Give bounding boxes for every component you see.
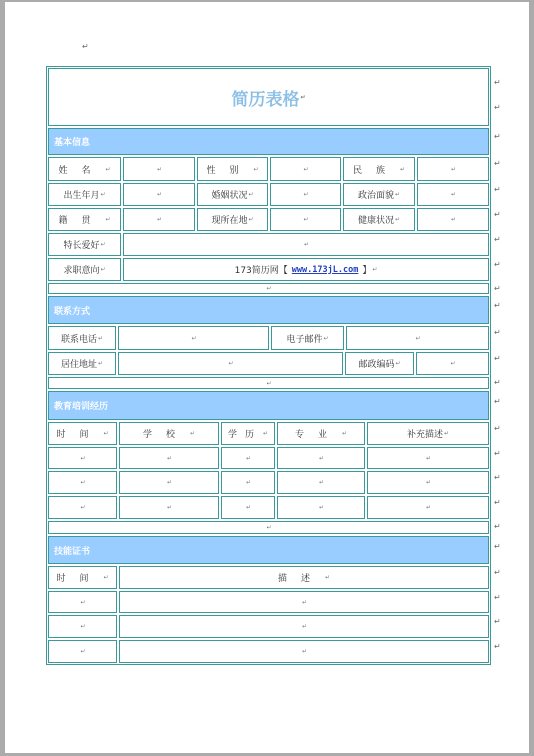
input-origin[interactable] (123, 208, 195, 231)
cell-mark: ↵ (80, 479, 86, 486)
cell-mark: ↵ (80, 504, 86, 511)
input-phone[interactable] (118, 326, 269, 350)
label-postcode: 邮政编码 ↵ (345, 352, 414, 375)
return-mark: ↵ (300, 93, 306, 101)
edu-cell[interactable] (119, 496, 219, 519)
cell-mark: ↵ (97, 360, 104, 367)
row-end-mark: ↵ (494, 185, 501, 194)
skill-cell[interactable] (48, 640, 117, 663)
row-end-mark: ↵ (494, 449, 501, 458)
cell-mark: ↵ (166, 479, 173, 486)
cell-mark: ↵ (262, 430, 269, 437)
input-postcode[interactable] (416, 352, 489, 375)
cell-mark: ↵ (341, 430, 348, 437)
row-end-mark: ↵ (494, 473, 501, 482)
section-contact (48, 296, 489, 324)
edu-cell[interactable] (221, 496, 275, 519)
skill-cell[interactable] (48, 591, 117, 613)
row-end-mark: ↵ (494, 78, 501, 87)
edu-cell[interactable] (119, 471, 219, 494)
cell-mark: ↵ (318, 504, 325, 511)
label-name: 姓名 ↵ (48, 157, 121, 181)
label-address: 居住地址 ↵ (48, 352, 116, 375)
row-end-mark: ↵ (494, 235, 501, 244)
row-end-mark: ↵ (494, 424, 501, 433)
edu-cell[interactable] (367, 496, 489, 519)
section-education (48, 391, 489, 420)
cell-mark: ↵ (189, 430, 196, 437)
cell-mark: ↵ (301, 648, 308, 655)
edu-cell[interactable] (48, 471, 117, 494)
cell-mark: ↵ (394, 191, 401, 198)
edu-cell[interactable] (221, 471, 275, 494)
edu-cell[interactable] (277, 447, 365, 469)
spacer-row (48, 521, 489, 534)
cell-mark: ↵ (80, 454, 86, 462)
row-end-mark: ↵ (494, 132, 501, 141)
label-ethnicity: 民族 ↵ (343, 157, 415, 181)
cell-mark: ↵ (100, 241, 106, 248)
edu-cell[interactable] (48, 496, 117, 519)
cell-mark: ↵ (103, 430, 109, 437)
label-hobbies: 特长爱好 ↵ (48, 233, 121, 256)
input-birth[interactable] (123, 183, 195, 206)
cell-mark: ↵ (303, 191, 309, 198)
edu-cell[interactable] (277, 496, 365, 519)
input-name[interactable] (123, 157, 195, 181)
input-marital[interactable] (270, 183, 341, 206)
section-label: 基本信息 (54, 138, 91, 148)
cell-mark: ↵ (248, 216, 254, 223)
cell-mark: ↵ (443, 430, 450, 437)
cell-mark: ↵ (156, 191, 163, 198)
row-end-mark: ↵ (494, 354, 501, 363)
edu-cell[interactable] (277, 471, 365, 494)
row-end-mark: ↵ (494, 498, 501, 507)
label-birth: 出生年月 ↵ (48, 183, 121, 206)
row-end-mark: ↵ (494, 593, 501, 602)
cell-mark: ↵ (394, 216, 401, 223)
skill-cell[interactable] (48, 615, 117, 638)
row-end-mark: ↵ (494, 159, 501, 168)
cell-mark: ↵ (372, 266, 378, 273)
objective-prefix: 173简历网【 (234, 266, 288, 276)
page-title[interactable] (48, 68, 489, 126)
row-end-mark: ↵ (494, 103, 501, 112)
cell-mark: ↵ (425, 504, 432, 511)
label-political: 政治面貌 ↵ (343, 183, 415, 206)
cell-mark: ↵ (450, 165, 457, 173)
label-residence: 现所在地 ↵ (197, 208, 268, 231)
cell-mark: ↵ (450, 216, 457, 223)
label-marital: 婚姻状况 ↵ (197, 183, 268, 206)
cell-mark: ↵ (245, 479, 252, 486)
spacer-row (48, 377, 489, 389)
label-health: 健康状况 ↵ (343, 208, 415, 231)
objective-value[interactable] (123, 258, 489, 281)
input-residence[interactable] (270, 208, 341, 231)
row-end-mark: ↵ (494, 522, 501, 531)
cell-mark: ↵ (228, 360, 234, 367)
cell-mark: ↵ (105, 165, 111, 173)
cell-mark: ↵ (303, 165, 309, 173)
cell-mark: ↵ (450, 191, 457, 198)
objective-suffix: 】 (362, 266, 372, 276)
skill-cell[interactable] (119, 640, 489, 663)
cell-mark: ↵ (100, 266, 106, 273)
row-end-mark: ↵ (494, 260, 501, 269)
cell-mark: ↵ (301, 623, 308, 630)
edu-cell[interactable] (367, 471, 489, 494)
skill-cell[interactable] (119, 591, 489, 613)
edu-cell[interactable] (48, 447, 117, 469)
cell-mark: ↵ (245, 504, 252, 511)
label-phone: 联系电话 ↵ (48, 326, 116, 350)
section-label: 技能证书 (54, 546, 91, 557)
cell-mark: ↵ (80, 623, 86, 630)
cell-mark: ↵ (266, 379, 272, 387)
cell-mark: ↵ (425, 479, 432, 486)
input-gender[interactable] (270, 157, 341, 181)
row-end-mark: ↵ (494, 210, 501, 219)
cell-mark: ↵ (415, 334, 421, 342)
cell-mark: ↵ (318, 479, 325, 486)
skill-cell[interactable] (119, 615, 489, 638)
row-end-mark: ↵ (494, 642, 501, 651)
input-email[interactable] (346, 326, 489, 350)
cell-mark: ↵ (450, 360, 456, 367)
website-link[interactable]: www.173jL.com (291, 264, 359, 275)
section-label: 联系方式 (54, 306, 91, 317)
row-end-mark: ↵ (494, 617, 501, 626)
edu-cell[interactable] (119, 447, 219, 469)
input-hobbies[interactable] (123, 233, 489, 256)
section-label: 教育培训经历 (54, 402, 109, 412)
edu-cell[interactable] (221, 447, 275, 469)
input-ethnicity[interactable] (417, 157, 489, 181)
cell-mark: ↵ (266, 285, 272, 292)
cell-mark: ↵ (80, 648, 86, 655)
paragraph-mark: ↵ (82, 42, 89, 51)
row-end-mark: ↵ (494, 397, 501, 406)
cell-mark: ↵ (100, 191, 106, 198)
row-end-mark: ↵ (494, 284, 501, 293)
edu-header-school: 学校 ↵ (119, 422, 219, 445)
spacer-row (48, 283, 489, 294)
cell-mark: ↵ (105, 216, 111, 223)
row-end-mark: ↵ (494, 542, 501, 551)
row-end-mark: ↵ (494, 301, 501, 310)
edu-header-time: 时间 ↵ (48, 422, 117, 445)
row-end-mark: ↵ (494, 328, 501, 337)
cell-mark: ↵ (166, 504, 173, 511)
label-objective: 求职意向 ↵ (48, 258, 121, 281)
section-skills (48, 536, 489, 564)
edu-cell[interactable] (367, 447, 489, 469)
cell-mark: ↵ (166, 454, 173, 462)
cell-mark: ↵ (303, 216, 309, 223)
cell-mark: ↵ (301, 598, 308, 606)
cell-mark: ↵ (253, 165, 259, 173)
section-basic-info (48, 128, 489, 155)
label-gender: 性别 ↵ (197, 157, 268, 181)
row-end-mark: ↵ (494, 378, 501, 387)
cell-mark: ↵ (323, 334, 329, 342)
edu-header-major: 专业 ↵ (277, 422, 365, 445)
cell-mark: ↵ (191, 334, 197, 342)
cell-mark: ↵ (318, 454, 325, 462)
cell-mark: ↵ (399, 165, 406, 173)
input-address[interactable] (118, 352, 343, 375)
row-end-mark: ↵ (494, 568, 501, 577)
cell-mark: ↵ (425, 454, 432, 462)
cell-mark: ↵ (245, 454, 252, 462)
cell-mark: ↵ (303, 241, 310, 248)
cell-mark: ↵ (97, 334, 104, 342)
cell-mark: ↵ (395, 360, 401, 367)
cell-mark: ↵ (324, 574, 331, 581)
edu-header-degree: 学历 ↵ (221, 422, 275, 445)
edu-header-notes: 补充描述 ↵ (367, 422, 489, 445)
label-email: 电子邮件 ↵ (271, 326, 344, 350)
cell-mark: ↵ (103, 574, 109, 581)
title-text: 简历表格 (231, 89, 300, 110)
cell-mark: ↵ (156, 165, 163, 173)
skill-header-time: 时间 ↵ (48, 566, 117, 589)
label-origin: 籍贯 ↵ (48, 208, 121, 231)
cell-mark: ↵ (266, 524, 272, 531)
input-political[interactable] (417, 183, 489, 206)
cell-mark: ↵ (156, 216, 163, 223)
skill-header-desc: 描述 ↵ (119, 566, 489, 589)
cell-mark: ↵ (248, 191, 254, 198)
cell-mark: ↵ (80, 598, 86, 606)
input-health[interactable] (417, 208, 489, 231)
